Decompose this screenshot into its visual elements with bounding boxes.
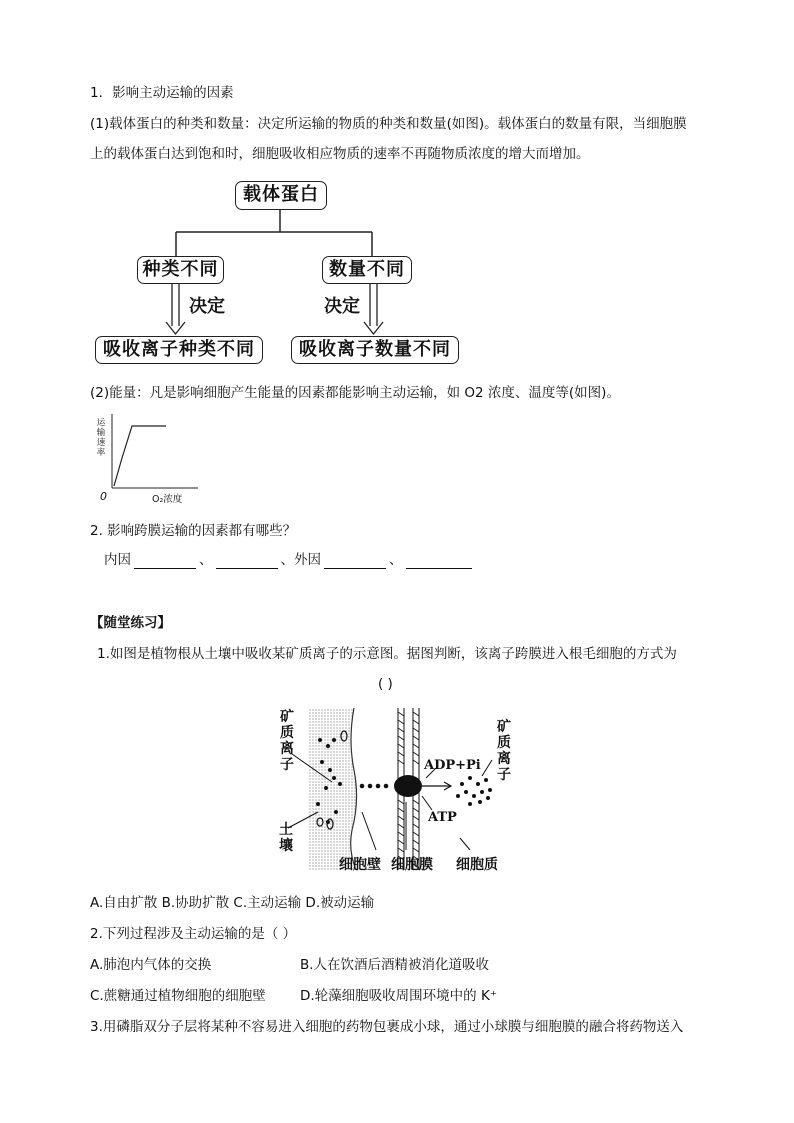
absorb-type-box: 吸收离子种类不同	[95, 336, 263, 364]
q1-options: A.自由扩散 B.协助扩散 C.主动运输 D.被动运输	[90, 895, 375, 911]
diagram-cell-membrane-label: 细胞膜	[391, 857, 433, 873]
diagram-soil-label: 土 壤	[279, 822, 293, 854]
diagram-cell-wall-label: 细胞壁	[339, 857, 381, 873]
q2-option-d: D.轮藻细胞吸收周围环境中的 K⁺	[300, 988, 497, 1004]
left-double-arrow	[166, 282, 185, 334]
flowchart-connectors	[0, 0, 794, 380]
soil-region	[308, 708, 357, 870]
inner-blank-1[interactable]	[134, 554, 196, 569]
section1-para1-line1: (1)载体蛋白的种类和数量：决定所运输的物质的种类和数量(如图)。载体蛋白的数量有限，当细胞膜	[90, 116, 687, 132]
graph-ylabel: 运 输 速 率	[96, 418, 106, 458]
graph-origin: 0	[100, 490, 107, 503]
right-double-arrow	[364, 282, 383, 334]
inner-factor-label: 内因	[104, 552, 131, 568]
outer-blank-1[interactable]	[324, 554, 386, 569]
diagram-left-ion-label: 矿 质 离 子	[280, 709, 294, 773]
section2-answer-line: 内因 、 、外因 、	[104, 551, 475, 569]
section1-para2: (2)能量：凡是影响细胞产生能量的因素都能影响主动运输，如 O2 浓度、温度等(如图)。	[90, 385, 620, 401]
left-decide-label: 决定	[189, 296, 225, 317]
section1-para1-line2: 上的载体蛋白达到饱和时，细胞吸收相应物质的速率不再随物质浓度的增大而增加。	[90, 146, 590, 162]
type-different-box: 种类不同	[137, 256, 224, 284]
q3-stem: 3.用磷脂双分子层将某种不容易进入细胞的药物包裹成小球，通过小球膜与细胞膜的融合将药物送入	[90, 1019, 684, 1035]
section2-title: 2. 影响跨膜运输的因素都有哪些？	[90, 523, 297, 539]
absorb-quantity-box: 吸收离子数量不同	[291, 336, 459, 364]
q2-stem: 2.下列过程涉及主动运输的是（ ）	[90, 926, 297, 942]
graph-axes-and-curve	[100, 410, 200, 490]
quantity-different-box: 数量不同	[322, 256, 412, 284]
q2-option-b: B.人在饮酒后酒精被消化道吸收	[300, 957, 490, 973]
diagram-adp-label: ADP+Pi	[424, 758, 481, 773]
practice-heading: 【随堂练习】	[90, 615, 171, 631]
outer-blank-2[interactable]	[406, 554, 472, 569]
q2-option-a: A.肺泡内气体的交换	[90, 957, 212, 973]
q2-option-c: C.蔗糖通过植物细胞的细胞壁	[90, 988, 266, 1004]
outer-factor-label: 外因	[294, 552, 321, 568]
diagram-drawing	[270, 700, 530, 878]
carrier-protein-shape	[394, 775, 422, 797]
q1-paren: ( )	[378, 676, 393, 692]
q1-stem: 1.如图是植物根从土壤中吸收某矿质离子的示意图。据图判断，该离子跨膜进入根毛细胞的方式为	[97, 646, 677, 662]
section1-title: 1．影响主动运输的因素	[90, 85, 234, 101]
diagram-right-ion-label: 矿 质 离 子	[497, 719, 511, 783]
diagram-atp-label: ATP	[428, 810, 457, 825]
graph-xlabel: O₂浓度	[152, 494, 183, 505]
diagram-cytoplasm-label: 细胞质	[456, 857, 498, 873]
inner-blank-2[interactable]	[216, 554, 278, 569]
rate-curve	[114, 426, 166, 486]
carrier-protein-box: 载体蛋白	[235, 181, 327, 210]
right-decide-label: 决定	[324, 296, 360, 317]
